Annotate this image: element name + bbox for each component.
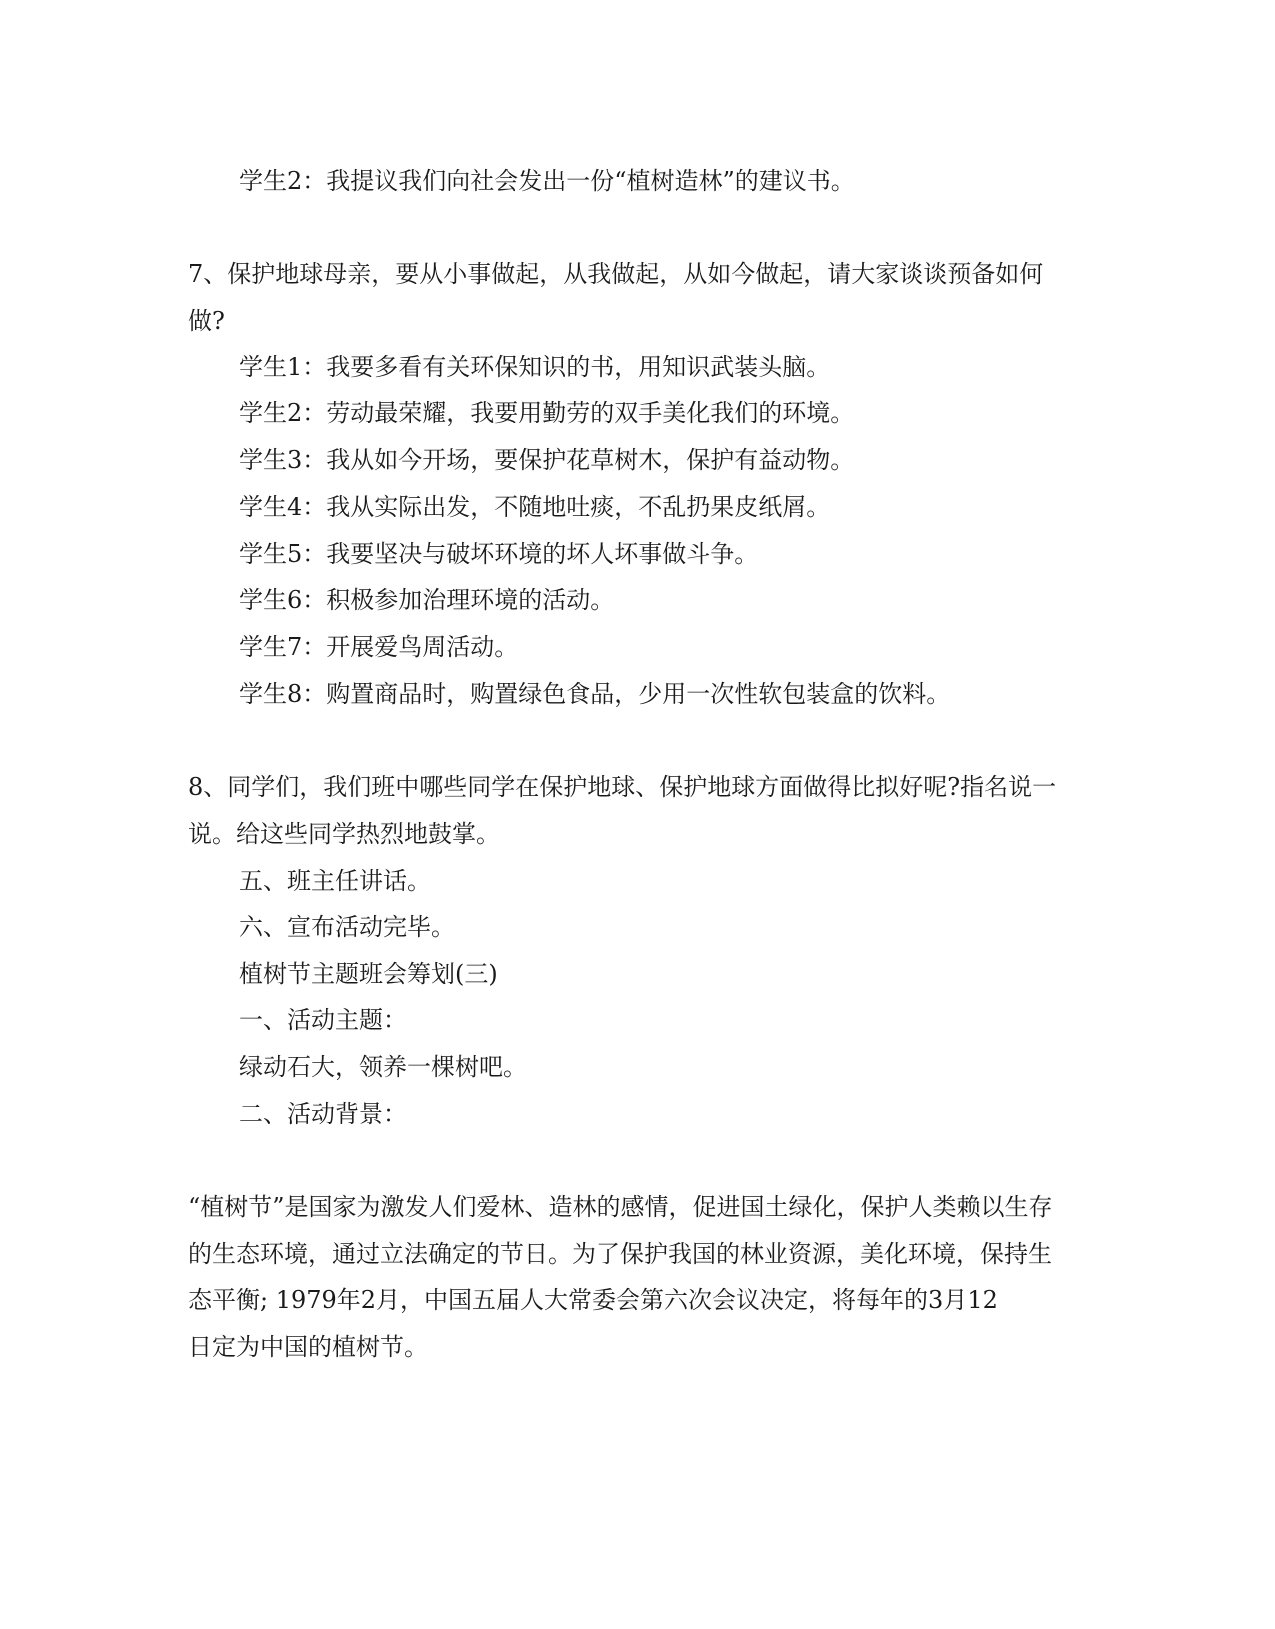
- paragraph-line: 做?: [188, 307, 225, 335]
- section-heading: 二、活动背景：: [239, 1100, 407, 1128]
- paragraph-line: 日定为中国的植树节。: [188, 1333, 428, 1361]
- paragraph-line: 态平衡; 1979年2月，中国五届人大常委会第六次会议决定，将每年的3月12: [188, 1286, 998, 1314]
- list-item: 学生7：开展爱鸟周活动。: [239, 633, 519, 661]
- paragraph-line: “植树节”是国家为激发人们爱林、造林的感情，促进国土绿化，保护人类赖以生存: [188, 1193, 1053, 1221]
- paragraph-line: 绿动石大，领养一棵树吧。: [239, 1053, 527, 1081]
- paragraph-line: 的生态环境，通过立法确定的节日。为了保护我国的林业资源，美化环境，保持生: [188, 1240, 1052, 1268]
- list-item: 学生4：我从实际出发，不随地吐痰，不乱扔果皮纸屑。: [239, 493, 831, 521]
- paragraph-line: 说。给这些同学热烈地鼓掌。: [188, 820, 500, 848]
- list-item: 学生3：我从如今开场，要保护花草树木，保护有益动物。: [239, 446, 855, 474]
- paragraph-line: 8、同学们，我们班中哪些同学在保护地球、保护地球方面做得比拟好呢?指名说一: [188, 773, 1057, 801]
- paragraph-line: 学生2：我提议我们向社会发出一份“植树造林”的建议书。: [239, 167, 855, 195]
- list-item: 学生6：积极参加治理环境的活动。: [239, 586, 615, 614]
- section-heading: 一、活动主题：: [239, 1006, 407, 1034]
- section-heading: 五、班主任讲话。: [239, 867, 431, 895]
- document-title: 植树节主题班会筹划(三): [239, 960, 498, 988]
- section-heading: 六、宣布活动完毕。: [239, 913, 455, 941]
- list-item: 学生1：我要多看有关环保知识的书，用知识武装头脑。: [239, 353, 831, 381]
- paragraph-line: 7、保护地球母亲，要从小事做起，从我做起，从如今做起，请大家谈谈预备如何: [188, 260, 1044, 288]
- list-item: 学生5：我要坚决与破坏环境的坏人坏事做斗争。: [239, 540, 759, 568]
- list-item: 学生8：购置商品时，购置绿色食品，少用一次性软包装盒的饮料。: [239, 680, 951, 708]
- list-item: 学生2：劳动最荣耀，我要用勤劳的双手美化我们的环境。: [239, 399, 855, 427]
